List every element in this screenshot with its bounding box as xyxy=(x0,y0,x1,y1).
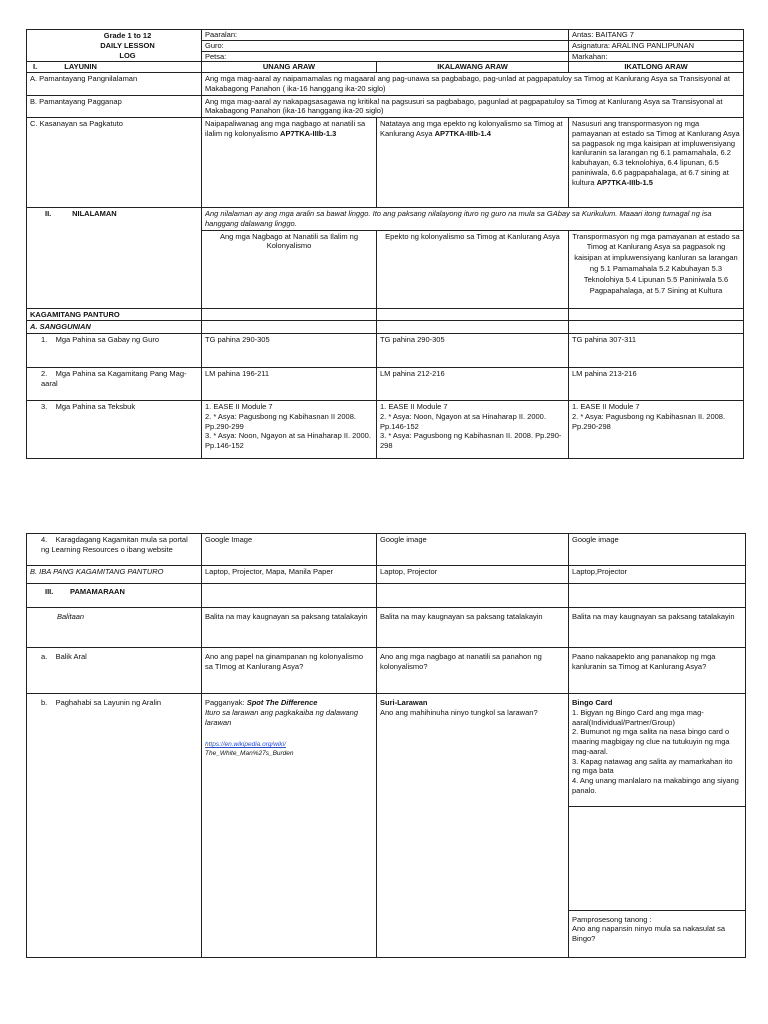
kasanayan-day3: Nasusuri ang transpormasyon ng mga pamayanan at estado sa Timog at Kanlurang Asya sa pagpasok ng mga kaisipan at impluwensiyang kanluranin sa larangan ng 6.1 pamamahala, 6.2 kabuhayan, 6.3 teknolohiya, 6.4 lipunan, 6.5 paniniwala, 6.6 pagpapahalaga, at 6.7 sining at kultura AP7TKA-IIIb-1.5 xyxy=(569,118,744,208)
kagamitang-mag-aaral-day1: LM pahina 196-211 xyxy=(202,368,377,401)
paaralan-label: Paaralan: xyxy=(202,30,569,41)
balitaan-label: Balitaan xyxy=(27,608,202,648)
karagdagang-kagamitan-day2: Google image xyxy=(377,534,569,566)
karagdagang-kagamitan-label: 4. Karagdagang Kagamitan mula sa portal ng Learning Resources o ibang website xyxy=(27,534,202,566)
nilalaman-day3: Transpormasyon ng mga pamayanan at estado sa Timog at Kanlurang Asya sa pagpasok ng kaisipan at impluwensiyang kanluran sa larangan ng 5.1 Pamamahala 5.2 Kabuhayan 5.3 Teknolohiya 5.4 Lipunan 5.5 Paniniwala 5.6 Pagpapahalaga, at 5.7 Sining at Kultura xyxy=(569,230,744,308)
pamantayang-pangnilalaman-text: Ang mga mag-aaral ay naipamamalas ng magaaral ang pag-unawa sa pagbabago, pag-unlad at pagpapatuloy sa Timog at Kanlurang Asya sa Transisyonal at Makabagong Panahon ( ika-16 hanggang ika-20 siglo) xyxy=(202,73,744,96)
paghahabi-label: b. Paghahabi sa Layunin ng Aralin xyxy=(27,694,202,958)
day1-heading: UNANG ARAW xyxy=(202,62,377,73)
gabay-guro-day1: TG pahina 290-305 xyxy=(202,334,377,368)
nilalaman-day1: Ang mga Nagbago at Nanatili sa Ilalim ng Kolonyalismo xyxy=(202,230,377,308)
pamantayang-pagganap-text: Ang mga mag-aaral ay nakapagsasagawa ng kritikal na pagsusuri sa pagbabago, pagunlad at pagpapatuloy sa Timog at Kanlurang Asya sa Transisyonal at Makabagong Panahon (ika-16 hanggang ika-20 siglo) xyxy=(202,95,744,118)
wiki-link[interactable]: https://en.wikipedia.org/wiki/ xyxy=(205,741,286,749)
pamantayang-pagganap-label: B. Pamantayang Pagganap xyxy=(27,95,202,118)
karagdagang-kagamitan-day3: Google image xyxy=(569,534,746,566)
day3-heading: IKATLONG ARAW xyxy=(569,62,744,73)
balik-aral-day1: Ano ang papel na ginampanan ng kolonyalismo sa TImog at Kanlurang Asya? xyxy=(202,648,377,694)
pamamaraan-heading: III. PAMAMARAAN xyxy=(27,584,202,608)
nilalaman-note: Ang nilalaman ay ang mga aralin sa bawat linggo. Ito ang paksang nilalayong ituro ng guro na mula sa GAbay sa Kurikulum. Maaari itong tumagal ng isa hanggang dalawang linggo. xyxy=(202,208,744,231)
iba-pang-kagamitan-label: B. IBA PANG KAGAMITANG PANTURO xyxy=(27,566,202,584)
gabay-guro-label: 1. Mga Pahina sa Gabay ng Guro xyxy=(27,334,202,368)
nilalaman-heading: II. NILALAMAN xyxy=(27,208,202,309)
gabay-guro-day2: TG pahina 290-305 xyxy=(377,334,569,368)
iba-pang-kagamitan-day3: Laptop,Projector xyxy=(569,566,746,584)
wiki-link-path: The_White_Man%27s_Burden xyxy=(205,749,294,757)
iba-pang-kagamitan-day2: Laptop, Projector xyxy=(377,566,569,584)
karagdagang-kagamitan-day1: Google Image xyxy=(202,534,377,566)
balitaan-day1: Balita na may kaugnayan sa paksang tatalakayin xyxy=(202,608,377,648)
teksbuk-day2: 1. EASE II Module 7 2. * Asya: Noon, Ngayon at sa Hinaharap II. 2000. Pp.146-152 3. * Asya: Pagusbong ng Kabihasnan II. 2008. Pp.290-298 xyxy=(377,401,569,459)
pamantayang-pangnilalaman-label: A. Pamantayang Pangnilalaman xyxy=(27,73,202,96)
gabay-guro-day3: TG pahina 307-311 xyxy=(569,334,744,368)
petsa-label: Petsa: xyxy=(202,51,569,62)
kagamitang-panturo-heading: KAGAMITANG PANTURO xyxy=(27,308,202,321)
balik-aral-label: a. Balik Aral xyxy=(27,648,202,694)
blank-cell xyxy=(569,806,745,910)
kasanayan-day1: Naipapaliwanag ang mga nagbago at nanatili sa ilalim ng kolonyalismo AP7TKA-IIIb-1.3 xyxy=(202,118,377,208)
teksbuk-day1: 1. EASE II Module 7 2. * Asya: Pagusbong ng Kabihasnan II 2008. Pp.290-299 3. * Asya: Noon, Ngayon at sa Hinaharap II. 2000. Pp.146-152 xyxy=(202,401,377,459)
guro-label: Guro: xyxy=(202,40,569,51)
kagamitang-mag-aaral-day3: LM pahina 213-216 xyxy=(569,368,744,401)
balitaan-day2: Balita na may kaugnayan sa paksang tatalakayin xyxy=(377,608,569,648)
teksbuk-label: 3. Mga Pahina sa Teksbuk xyxy=(27,401,202,459)
teksbuk-day3: 1. EASE II Module 7 2. * Asya: Pagusbong ng Kabihasnan II. 2008. Pp.290-298 xyxy=(569,401,744,459)
iba-pang-kagamitan-day1: Laptop, Projector, Mapa, Manila Paper xyxy=(202,566,377,584)
sanggunian-heading: A. SANGGUNIAN xyxy=(27,321,202,334)
dll-table-page2 xyxy=(26,533,746,958)
kasanayan-label: C. Kasanayan sa Pagkatuto xyxy=(27,118,202,208)
balik-aral-day2: Ano ang mga nagbago at nanatili sa panahon ng kolonyalismo? xyxy=(377,648,569,694)
paghahabi-day2: Suri-Larawan Ano ang mahihinuha ninyo tungkol sa larawan? xyxy=(377,694,569,958)
dll-table-page1 xyxy=(26,29,744,459)
paghahabi-day3-inner xyxy=(569,694,745,956)
balik-aral-day3: Paano nakaapekto ang pananakop ng mga kanluranin sa Timog at Kanlurang Asya? xyxy=(569,648,746,694)
balitaan-day3: Balita na may kaugnayan sa paksang tatalakayin xyxy=(569,608,746,648)
markahan-label: Markahan: xyxy=(569,51,744,62)
kagamitang-mag-aaral-day2: LM pahina 212-216 xyxy=(377,368,569,401)
kasanayan-day2: Natataya ang mga epekto ng kolonyalismo sa Timog at Kanlurang Asya AP7TKA-IIIb-1.4 xyxy=(377,118,569,208)
day2-heading: IKALAWANG ARAW xyxy=(377,62,569,73)
antas-label: Antas: BAITANG 7 xyxy=(569,30,744,41)
dll-grade-title: Grade 1 to 12 DAILY LESSON LOG xyxy=(27,30,202,62)
nilalaman-day2: Epekto ng kolonyalismo sa Timog at Kanlurang Asya xyxy=(377,230,569,308)
paghahabi-day1: Pagganyak: Spot The Difference Ituro sa larawan ang pagkakaiba ng dalawang larawan https://en.wikipedia.org/wiki/ The_White_Man%27s_Burden xyxy=(202,694,377,958)
layunin-heading: I. LAYUNIN xyxy=(27,62,202,73)
bingo-card-cell: Bingo Card 1. Bigyan ng Bingo Card ang mga mag-aaral(Individual/Partner/Group) 2. Bumunot ng mga salita na nasa bingo card o maaring magbigay ng clue na tutukuyin ng mga mag-aaral. 3. Kapag natawag ang salita ay mamarkahan ito ng mga bata 4. Ang unang manlalaro na makabingo ang siyang panalo. xyxy=(569,694,745,806)
asignatura-label: Asignatura: ARALING PANLIPUNAN xyxy=(569,40,744,51)
kagamitang-mag-aaral-label: 2. Mga Pahina sa Kagamitang Pang Mag-aaral xyxy=(27,368,202,401)
paghahabi-day3 xyxy=(569,694,746,958)
pamprosesong-tanong: Pamprosesong tanong : Ano ang napansin ninyo mula sa nakasulat sa Bingo? xyxy=(572,914,726,943)
